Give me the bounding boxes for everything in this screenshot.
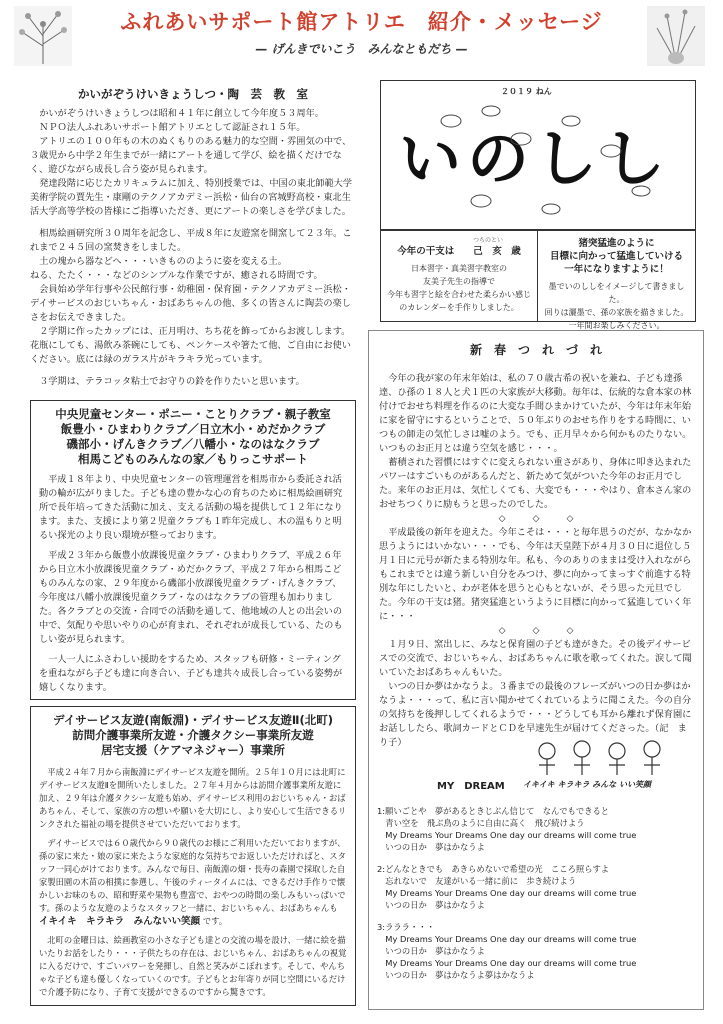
calligraphy-artwork — [380, 80, 696, 230]
eto-heading: 今年の干支は 己 亥 歳 — [397, 246, 521, 257]
artwork-characters: いのしし — [399, 122, 672, 195]
children-center-section — [30, 400, 356, 700]
children-para: 平成２３年から飯豊小放課後児童クラブ・ひまわりクラブ、平成２６年から日立木小放課後児童クラブ・めだかクラブ、平成２７年から相馬こどものみんなの家、２９年度から磯部小放課後児童クラブ・げんきクラブ、今年度は八幡小放課後児童クラブ・なのはなクラブの管理も加わりました。各クラブとの交流・合同での活動を通して、他地域の人との出会いの中で、気配りや思いやりの心が育まれ、それぞれが成長している、たのもしい姿が見られます。 — [39, 550, 343, 645]
eto-info-box — [380, 230, 696, 330]
pottery-section — [30, 86, 356, 389]
lyric-line: いつの日か 夢はかなうよ — [377, 842, 485, 852]
eto-right-text — [542, 280, 691, 332]
motto-line: 目標に向かって猛進していける — [549, 251, 683, 262]
newyear-para: いつの日か夢はかなうよ。３番までの最後のフレーズがいつの日か夢はかなうよ・・・って、私に言い聞かせてくれているように聞こえた。今の自分の気持ちを後押ししてくれるようで・・・どうしても耳から離れず保育園にお話ししたら、歌詞カードとＣＤを早速先生が届けてくださった。（記 まり子） — [379, 681, 692, 748]
lyric-line: 3:ラララ・・・ — [377, 922, 435, 932]
eto-line: 今年も習字と絵を合わせた柔らかい感じ — [387, 290, 531, 299]
pottery-para: 会員始め学年行事や公民館行事・幼稚園・保育園・テクノアカデミー浜松・デイサービスのおじいちゃん・おばあちゃんの他、多くの皆さんに陶芸の楽しさをお伝えできました。 — [30, 284, 351, 323]
motto-line: 一年になりますように！ — [564, 264, 669, 275]
newyear-para: 平成最後の新年を迎えた。今年こそは・・・と毎年思うのだが、なかなか思うようにはいかない・・・でも、今年は天皇陛下が４月３０日に退位し５月１日に元号が新たまる特別な年。私も、今のありのままは受け入れながらもこれまでとは違う新しい自分をみつけ、夢に向かってまっすぐ前進する特別な年にしたいと、わが老体を思うと心もとないが、そう思った元旦でした。今年の干支は猪。猪突猛進というように目標に向かって猛進していく年に・・・ — [379, 527, 692, 622]
lyric-line: My Dreams Your Dreams One day our dreams will come true — [377, 958, 637, 968]
pottery-para: ２学期に作ったカップには、正月明け、ちち花を飾ってからお渡しします。花瓶にしても、湯飲み茶碗にしても、ペンケースや箸たて他、ご自由にお使いください。底には緑のガラス片がキラキラ光っています。 — [30, 326, 351, 365]
eto-line: のカレンダーを手作りしました。 — [399, 303, 519, 312]
dayservice-title-line: デイサービス友遊(南飯淵)・デイサービス友遊Ⅱ(北町) — [53, 713, 333, 727]
lyric-line: いつの日か 夢はかなうよ — [377, 946, 485, 956]
dayservice-slogan-suffix: です。 — [202, 916, 227, 926]
lyric-line: いつの日か 夢はかなうよ — [377, 900, 485, 910]
dayservice-title — [39, 713, 347, 758]
dayservice-para: 北町の金曜日は、絵画教室の小さな子ども達との交流の場を設け、一緒に絵を描いたりお話をしたり・・・子供たちの存在は、おじいちゃん、おばあちゃんの視覚に入るだけで、すごいパワーを発揮し、自然と笑みがこぼれます。そして、やんちゃな子ども達も優しくなっていくのです。子どもとお年寄りが同じ空間にいるだけで介護予防になり、子育て支援ができるのですから驚きです。 — [39, 935, 347, 997]
pottery-para: ＮＰＯ法人ふれあいサポート館アトリエとして認証され１５年。 — [39, 122, 306, 133]
mydream-title: MY DREAM — [437, 781, 505, 792]
pottery-para: 発達段階に応じたカリキュラムに加え、特別授業では、中国の東北師範大学美術学院の賈先生・康剛のテクノアカデミー浜松・仙台の宮城野高校・東北生活大学高等学校の皆様にご指導いただき、更にアートの楽しさを学びました。 — [30, 178, 353, 217]
children-title-line: 磯部小・げんきクラブ／八幡小・なのはなクラブ — [66, 437, 320, 451]
section-divider: ◇ ◇ ◇ — [498, 514, 574, 524]
children-title — [39, 407, 347, 467]
dayservice-title-line: 居宅支援（ケアマネジャー）事業所 — [101, 743, 285, 757]
pottery-para: ねる、たたく・・・などのシンプルな作業ですが、癒される時間です。 — [30, 270, 323, 281]
eto-left-text — [385, 262, 533, 314]
dayservice-para — [39, 837, 347, 928]
pottery-para: アトリエの１００年もの木のぬくもりのある魅力的な空間・雰囲気の中で、３歳児から中学２年生までが一緒にアートを通して学び、絵を描くだけでなく、遊びながら成長し合う姿が見られます。 — [30, 136, 352, 175]
newyear-para: 蓄積された習慣にはすぐに変えられない重さがあり、身体に叩き込まれたパワーはすごいものがあるんだと、新ためて気がついた今年のお正月でした。来年のお正月は、気忙しくても、大変でも・・・やはり、倉本さん家のおせちつくりに励もうと思ったのでした。 — [379, 457, 692, 510]
eto-line: 日本習字・真美習字教室の — [411, 264, 507, 273]
eto-right-cell — [538, 231, 695, 330]
eto-ruby: つちのとい — [472, 237, 503, 244]
new-year-essay-section — [368, 330, 704, 1010]
pottery-para: 相馬絵画研究所３０周年を記念し、平成８年に友遊窯を開窯して２３年。これまで２４５回の窯焚きをしました。 — [30, 228, 352, 253]
eto-line: 墨でいのししをイメージして書きました。 — [548, 282, 685, 304]
lyric-line: My Dreams Your Dreams One day our dreams will come true — [377, 934, 637, 944]
lyric-line: My Dreams Your Dreams One day our dreams will come true — [377, 830, 637, 840]
lyric-line: 1:願いごとや 夢があるときじぶん信じて なんでもできると — [377, 806, 610, 816]
eto-line: 一年間お楽しみください。 — [568, 321, 665, 330]
page-title: ふれあいサポート館アトリエ 紹介・メッセージ — [120, 10, 603, 34]
drawing-caption: イキイキ キラキラ みんな いい笑顔 — [523, 780, 652, 789]
lyric-line: My Dreams Your Dreams One day our dreams will come true — [377, 888, 637, 898]
section-divider: ◇ ◇ ◇ — [498, 626, 574, 636]
eto-line: 友美子先生の指導で — [423, 277, 495, 286]
eto-left-cell — [381, 231, 538, 321]
mydream-lyrics — [377, 805, 695, 981]
children-title-line: 相馬こどものみんなの家／もりっこサポート — [78, 452, 308, 466]
pottery-para: 土の塊から器などへ・・・いきもののように姿を変える土。 — [39, 256, 287, 267]
children-para: 一人一人にふさわしい援助をするため、スタッフも研修・ミーティングを重ねながら子ども達に向き合い、子ども達共々成長し合っている姿勢が嬉しくなります。 — [39, 654, 343, 693]
dayservice-para: 平成２４年７月から南飯淵にデイサービス友遊を開所。２５年１０月には北町にデイサービス友遊Ⅱを開所いたしました。２７年４月からは訪問介護事業所友遊に加え、２９年は介護タクシー友遊も始め、デイサービス利用のおじいちゃん・おばあちゃん、そして、家族の方の想いや願いを大切にし、より安心して生活できるリンクされた福祉の場を提供させていただいております。 — [39, 767, 347, 829]
page-subtitle: — げんきでいこう みんなともだち — — [255, 42, 468, 56]
dayservice-para-text: デイサービスでは６０歳代から９０歳代のお様にご利用いただいておりますが、孫の家に来た・娘の家に来たような家庭的な気持ちでお返しいただければと、スタッフ一同心がけております。みんなで毎日、南飯淵の畑・長寿の森園で採取した自家製田園の木苗の相撲に参選し、午後のティータイムには、できるだけ手作りで懐かしいお味のもの、昭和野菜や果物も豊富で、おやつの時間の楽しみもいっぱいです。孫のような友遊のようなスタッフと一緒に、おじいちゃん、おばあちゃんも — [39, 838, 346, 913]
dayservice-title-line: 訪問介護事業所友遊・介護タクシー事業所友遊 — [72, 728, 314, 742]
artwork-year: ２０１９ ねん — [501, 87, 552, 96]
children-para: 平成１８年より、中央児童センターの管理運営を相馬市から委託され活動の輪が広がりました。子ども達の豊かな心の育ちのために相馬絵画研究所で長年培ってきた活動に加え、支える活動の場を提供して１２年になります。また、支援により第２児童クラブも１昨年完成し、木の温もりと明るい探光のより良い環境が整っております。 — [39, 474, 343, 541]
pottery-para: かいがぞうけいきょうしつは昭和４１年に創立して今年度５３周年。 — [39, 108, 324, 119]
newyear-para: 今年の我が家の年末年始は、私の７０歳古希の祝いを兼ね、子ども達孫達、ひ孫の１８人と犬１匹の大家族が大移動。毎年は、伝統的な倉本家の林付けでおせち料理を作るのに大変な手間ひまかけていたが、今年は年末年始に家を留守にするということで、５０年ぶりのおせち作りをする時間に、いつもの師走の気忙しさは嘘のよう。でも、正月早々から何かものたりない。いつものお正月とは違う空気を感じ・・・。 — [379, 373, 692, 454]
lyric-line: 青い空を 飛ぶ鳥のように自由に高く 飛び続けよう — [377, 818, 585, 828]
dayservice-slogan: イキイキ キラキラ みんないい笑顔 — [39, 916, 201, 927]
lyric-line: 忘れないで 友達がいる一緒に前に 歩き続けよう — [377, 876, 577, 886]
eto-motto — [542, 237, 691, 276]
lyric-line: いつの日か 夢はかなうよ夢はかなうよ — [377, 970, 535, 980]
newyear-title: 新 春 つ れ づ れ — [469, 343, 602, 357]
eto-line: 回りは灑墨で、孫の家族を描きました。 — [544, 308, 689, 317]
children-title-line: 中央児童センター・ポニー・ことりクラブ・親子教室 — [55, 407, 331, 421]
lyric-line: 2:どんなときでも あきらめないで希望の光 こころ照らすよ — [377, 864, 610, 874]
children-title-line: 飯豊小・ひまわりクラブ／日立木小・めだかクラブ — [60, 422, 326, 436]
day-service-section — [30, 706, 356, 1006]
boar-family-drawings — [381, 81, 695, 229]
motto-line: 猪突猛進のように — [578, 238, 655, 249]
pottery-title: かいがぞうけいきょうしつ・陶 芸 教 室 — [78, 87, 308, 101]
pottery-para: ３学期は、テラコッタ粘土でお守りの鈴を作りたいと思います。 — [39, 376, 305, 387]
newyear-para: １月９日、窯出しに、みなと保育園の子ども達がきた。その後デイサービスでの交流で、おじいちゃん、おばあちゃんに歌を歌ってくれた。涙して聞いていたおばあちゃんもいた。 — [379, 639, 692, 678]
